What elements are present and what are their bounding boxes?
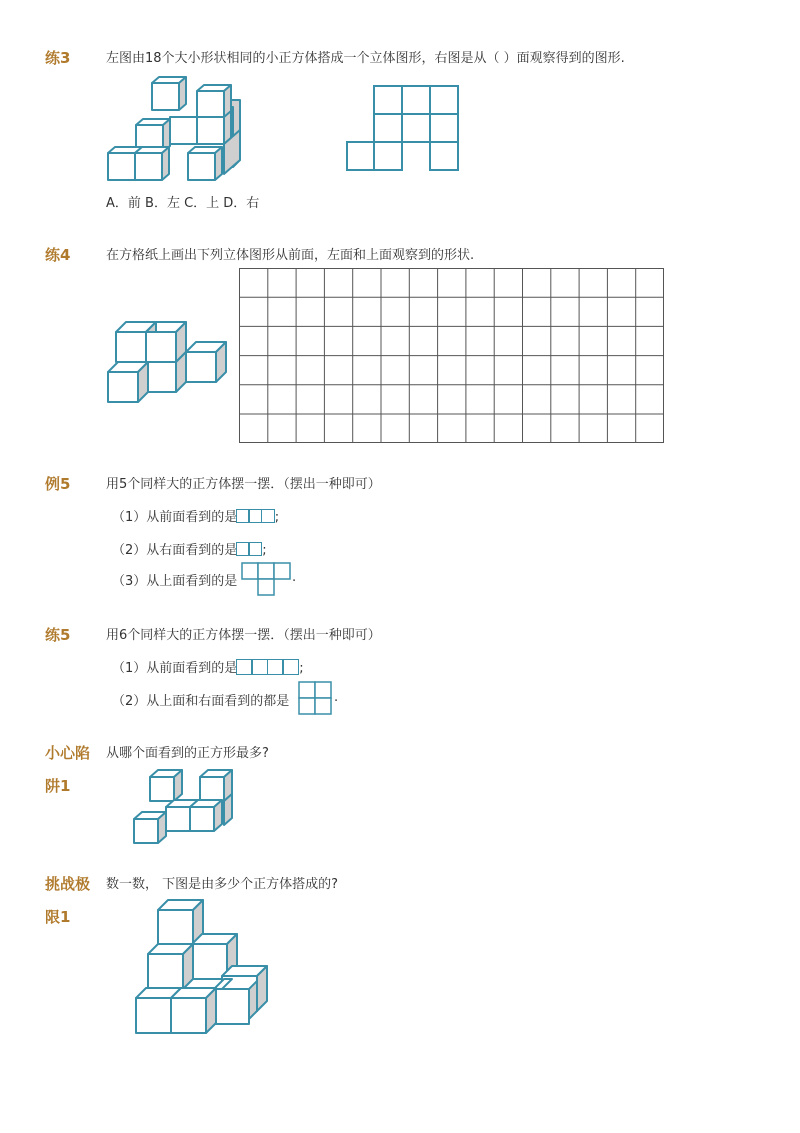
trap-tag: 阱1 xyxy=(45,777,71,795)
sub-question xyxy=(112,690,289,709)
two-square-row xyxy=(237,542,262,560)
punctuation: ; xyxy=(299,661,304,676)
trap-tag: 小心陷 xyxy=(45,744,91,762)
sub-question-text: （1）从前面看到的是 xyxy=(112,661,238,676)
two-by-two-square-figure xyxy=(298,681,334,717)
cube-stack-figure xyxy=(100,75,250,185)
sub-question-text: （2）从右面看到的是 xyxy=(112,543,238,558)
sub-question xyxy=(112,657,304,679)
question-text: 从哪个面看到的正方形最多? xyxy=(106,746,269,761)
question-text: 在方格纸上画出下列立体图形从前面，左面和上面观察到的形状. xyxy=(106,248,475,263)
punctuation: ; xyxy=(262,543,267,558)
question-text: 左图由18个大小形状相同的小正方体搭成一个立体图形，右图是从（ ）面观察得到的图形. xyxy=(106,51,625,66)
answer-options: A．前 B．左 C．上 D．右 xyxy=(106,196,260,211)
punctuation: ; xyxy=(274,510,280,525)
exercise-tag: 练4 xyxy=(45,246,71,264)
exercise-tag: 练3 xyxy=(45,49,71,67)
cube-stack-figure xyxy=(104,310,234,410)
challenge-tag: 限1 xyxy=(45,908,71,926)
question-text: 用6个同样大的正方体摆一摆．（摆出一种即可） xyxy=(106,628,381,643)
punctuation: . xyxy=(292,570,297,585)
grid-paper xyxy=(239,268,665,444)
cube-stack-figure xyxy=(130,767,240,849)
sub-question-text: （1）从前面看到的是 xyxy=(112,510,238,525)
punctuation: . xyxy=(334,690,339,705)
cube-pyramid-figure xyxy=(130,896,280,1041)
question-text: 用5个同样大的正方体摆一摆．（摆出一种即可） xyxy=(106,477,381,492)
t-shape-figure xyxy=(241,562,293,596)
exercise-tag: 练5 xyxy=(45,626,71,644)
example-tag: 例5 xyxy=(45,475,71,493)
sub-question xyxy=(112,570,237,589)
question-text: 数一数， 下图是由多少个正方体搭成的? xyxy=(106,877,339,892)
three-square-row xyxy=(237,509,275,527)
sub-question-text: （2）从上面和右面看到的都是 xyxy=(112,694,290,709)
four-square-row xyxy=(237,659,299,679)
challenge-tag: 挑战极 xyxy=(45,875,91,893)
sub-question-text: （3）从上面看到的是 xyxy=(112,574,238,589)
view-shape-figure xyxy=(346,85,462,173)
sub-question xyxy=(112,539,267,560)
sub-question xyxy=(112,506,279,527)
